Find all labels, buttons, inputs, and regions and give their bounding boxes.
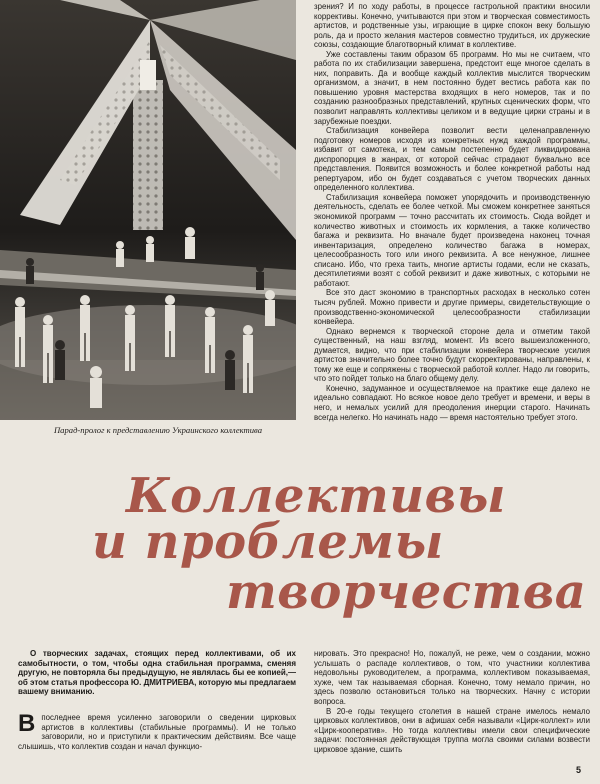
- title-line-1: Коллективы: [126, 468, 507, 524]
- paragraph: Однако вернемся к творческой стороне дела и отметим такой существенный, на наш взгляд, момент. Из всего вышеизложенного, думается, видно, что при стабилизации конвейера творческие усилия артистов значительно более точно будут скорректированы, направлены, к тому же еще и сопряжены с творческой работой коллег. Надо ли говорить, что это пойдет только на благо общему делу.: [314, 326, 590, 384]
- article-title: [0, 468, 600, 618]
- article-body-right: [314, 649, 590, 777]
- photo-illustration: [0, 0, 296, 420]
- article-lead: [18, 649, 296, 697]
- paragraph: зрения? И по ходу работы, в процессе гастрольной практики вносили коррективы. Конечно, учитываются при этом и творческая совместимость артистов, и родственные узы, играющие в цирке спокон веку большую роль, да и просто желания мастеров совместно трудиться, их дружеские союзы, создающие благотворный климат в коллективе.: [314, 2, 590, 50]
- page-number: 5: [576, 765, 582, 775]
- right-text-column: [314, 2, 590, 447]
- lead-text: О творческих задачах, стоящих перед коллективами, об их самобытности, о том, чтобы одна стабильная программа, сменяя другую, не повторяла бы предыдущую, не являлась бы ее копией,— об этом статья профессора Ю. ДМИТРИЕВА, которую мы предлагаем вашему вниманию.: [18, 649, 296, 697]
- body-text: последнее время усиленно заговорили о сведении цирковых артистов в коллективы (стабильные программы). И не только заговорили, но и приступили к практическим действиям. Все чаще слышишь, что коллектив создан и начал функцио-: [18, 713, 296, 751]
- title-line-3: творчества: [226, 564, 587, 620]
- title-line-2: и проблемы: [92, 514, 444, 570]
- photo-caption: Парад-пролог к представлению Украинского коллектива: [53, 425, 263, 435]
- drop-cap: В: [18, 713, 36, 737]
- paragraph: Стабилизация конвейера поможет упорядочить и производственную деятельность, сделать ее более четкой. Мы сможем конкретнее заняться экономикой программ — точно рассчитать их стоимость. Сюда войдет и количество животных и стоимость их кормления, а также количество багажа и реквизита. Но вначале будет произведена наконец точная инвентаризация, определено количество багажа в номерах, целесообразность того или иного реквизита. А все ненужное, лишнее списано. Ибо, что греха таить, многие артисты годами, если не сказать, десятилетиями возят с собой реквизит и даже животных, с которыми не работают.: [314, 192, 590, 288]
- paragraph: В 20-е годы текущего столетия в нашей стране имелось немало цирковых коллективов, они в афишах себя называли «Цирк-коллект» или «Цирк-кооператив». Но тогда коллективы имели свои специфические задачи: постоянная действующая труппа могла своими силами возвести цирковое здание, сшить: [314, 706, 590, 754]
- paragraph: Конечно, задуманное и осуществляемое на практике еще далеко не идеально совпадают. Но всякое новое дело требует и времени, и веры в него, и немалых усилий для преодоления инерции старого. Начинать всегда нелегко. Но начинать надо — время настоятельно требует этого.: [314, 383, 590, 422]
- circus-parade-photo: [0, 0, 296, 420]
- paragraph: Все это даст экономию в транспортных расходах в несколько сотен тысяч рублей. Можно привести и другие примеры, свидетельствующие о производственно-экономической целесообразности стабилизации конвейера.: [314, 288, 590, 327]
- paragraph: Стабилизация конвейера позволит вести целенаправленную подготовку номеров исходя из конкретных нужд каждой программы, избавит от самотека, и тем самым постепенно будет ликвидирована диспропорция в жанрах, от которой сейчас страдают буквально все представления. Появится возможность и более конкретной работы над репертуаром, ибо он будет создаваться с учетом творческих данных определенного коллектива.: [314, 126, 590, 193]
- article-body-left: [18, 713, 296, 775]
- paragraph: Уже составлены таким образом 65 программ. Но мы не считаем, что работа по их стабилизации завершена, предстоит еще многое сделать в них, поправить. Да и вообще каждый коллектив мыслится творческим организмом, а значит, в нем постоянно будет вестись работа как по повышению уровня мастерства входящих в него номеров, так и по созданию разнообразных представлений, крупных сценических форм, что позволит направлять коллективы целиком и в ведущие цирки страны и в зарубежные поездки.: [314, 49, 590, 126]
- paragraph: нировать. Это прекрасно! Но, пожалуй, не реже, чем о создании, можно услышать о распаде коллективов, о том, что участники коллектива недовольны руководителем, а программа, коллективом показываемая, хуже, чем так называемая сборная. Конечно, тому немало причин, но здесь позволю остановиться только на творческих. Начну с истории вопроса.: [314, 649, 590, 706]
